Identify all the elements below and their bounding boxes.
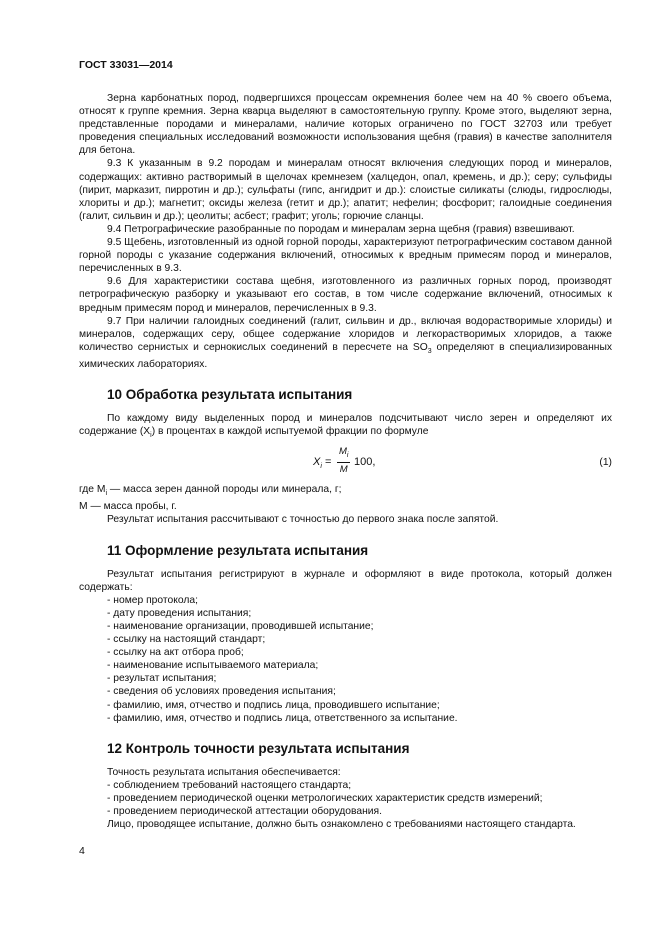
numerator-var: M [339,446,347,458]
list-item: - фамилию, имя, отчество и подпись лица, ответственного за испытание. [107,712,458,724]
list-item: - проведением периодической аттестации оборудования. [107,805,382,817]
list-item: - соблюдением требований настоящего стандарта; [107,779,352,791]
where-mi [79,483,612,500]
list-item: - дату проведения испытания; [107,607,252,619]
where-mi-pre: где M [79,484,106,496]
section-12-closing: Лицо, проводящее испытание, должно быть ознакомлено с требованиями настоящего стандарта. [107,819,576,831]
paragraph-9-5: 9.5 Щебень, изготовленный из одной горной породы, характеризуют петрографическим составом данной горной породы с указание содержания включений, относимых к вредным примесям пород и минералов, перечисленных в 9.3. [79,237,612,275]
section-10-title: 10 Обработка результата испытания [107,387,353,403]
s10-intro-after: ) в процентах в каждой испытуемой фракции по формуле [151,426,429,438]
formula-lhs [313,456,331,473]
s10-intro-before: По каждому виду выделенных пород и минералов подсчитывают число зерен и определяют их содержание (X [79,413,612,438]
paragraph-9-4: 9.4 Петрографические разобранные по породам и минералам зерна щебня (гравия) взвешивают. [107,223,575,235]
list-item: - наименование организации, проводившей испытание; [107,620,374,632]
where-mi-post: — масса зерен данной породы или минерала, г; [107,484,342,496]
list-item: - номер протокола; [107,594,198,606]
section-12-intro: Точность результата испытания обеспечивается: [107,766,341,778]
formula-lhs-sub: i [320,463,322,471]
list-item: - проведением периодической оценки метрологических характеристик средств измерений; [107,792,543,804]
p97-text-before: 9.7 При наличии галоидных соединений (галит, сильвин и др., включая водорастворимые хлориды) и минералов, содержащих серу, общее содержание хлоридов и легкорастворимых хлоридов, а также количество сернистых и сернокислых соединений в пересчете на SO [79,315,612,353]
where-m: M — масса пробы, г. [79,501,177,513]
formula-denominator: M [339,464,348,476]
page-content [79,92,612,831]
numerator-sub: i [346,452,349,460]
page-number: 4 [79,845,85,857]
list-item: - сведения об условиях проведения испытания; [107,686,336,698]
formula-multiplier: 100, [354,456,376,469]
paragraph-9-6: 9.6 Для характеристики состава щебня, изготовленного из различных горных пород, производят петрографическую разборку и указывают его состав, в том числе содержание включений, относимых к вредным примесям пород и минералов, перечисленных в 9.3. [79,276,612,314]
paragraph-carbonate: Зерна карбонатных пород, подвергшихся процессам окремнения более чем на 40 % своего объема, относят к группе кремния. Зерна кварца выделяют в самостоятельную группу. Кроме этого, выделяют зерна, представленные породами и минералами, наличие которых ограничено по ГОСТ 32703 или требует проведения специальных исследований возможности использования щебня (гравия) в качестве заполнителя для бетона. [79,93,612,157]
formula-1 [79,446,612,480]
list-item: - ссылку на настоящий стандарт; [107,634,266,646]
section-11-title: 11 Оформление результата испытания [107,542,369,558]
formula-equals: = [324,456,332,469]
formula-numerator [337,446,350,463]
list-item: - наименование испытываемого материала; [107,660,319,672]
formula-fraction [337,446,350,476]
so3-subscript: 3 [427,347,432,355]
formula-number: (1) [599,457,612,469]
p97-text-after: определяют в специализированных химических лабораториях. [79,341,613,370]
section-10-result: Результат испытания рассчитывают с точностью до первого знака после запятой. [107,514,499,526]
list-item: - фамилию, имя, отчество и подпись лица, проводившего испытание; [107,699,440,711]
accuracy-items-list [79,779,612,818]
section-12-title: 12 Контроль точности результата испытания [107,740,410,756]
where-mi-sub: i [105,490,108,498]
paragraph-9-7 [79,315,612,371]
protocol-items-list [79,594,612,725]
formula-lhs-var: X [313,456,321,469]
s10-intro-subscript: i [150,432,152,440]
list-item: - результат испытания; [107,673,217,685]
list-item: - ссылку на акт отбора проб; [107,647,244,659]
paragraph-9-3: 9.3 К указанным в 9.2 породам и минералам относят включения следующих пород и минералов, содержащих: активно растворимый в щелочах кремнезем (халцедон, опал, кремень, и др.); серу; сульфиды (пирит, марказит, пирротин и др.); сульфаты (гипс, ангидрит и др.): слоистые силикаты (слюды, гидрослюды, хлориты и др.); магнетит; оксиды железа (гетит и др.); апатит; нефелин; фосфорит; галоидные соединения (галит, сильвин и др.); цеолиты; асбест; графит; уголь; горючие сланцы. [79,158,612,222]
document-code-header: ГОСТ 33031—2014 [79,59,173,71]
section-10-intro [79,412,612,442]
section-11-intro: Результат испытания регистрируют в журнале и оформляют в виде протокола, который должен содержать: [79,568,612,593]
